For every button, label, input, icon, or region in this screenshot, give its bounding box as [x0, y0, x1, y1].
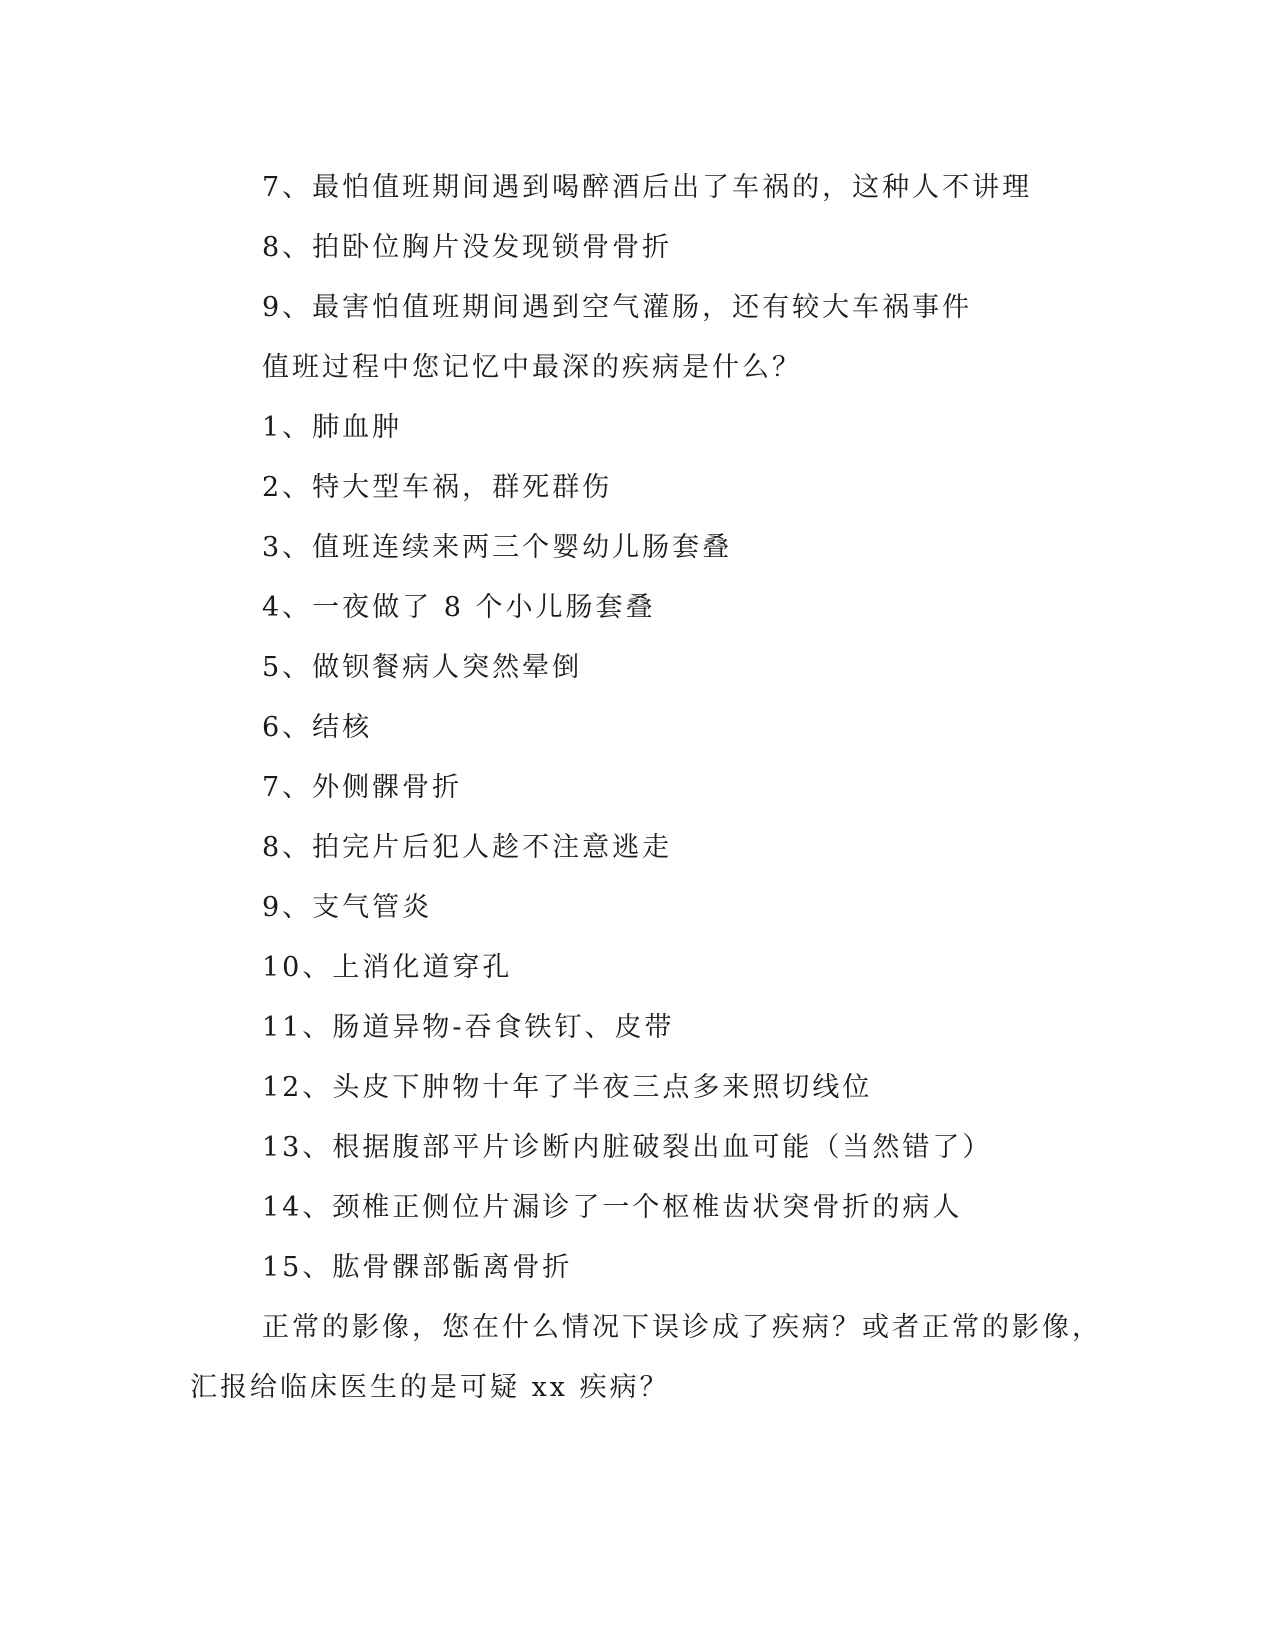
list-item: 13、根据腹部平片诊断内脏破裂出血可能（当然错了）	[262, 1132, 993, 1163]
list-item: 3、值班连续来两三个婴幼儿肠套叠	[262, 532, 733, 563]
list-item: 9、最害怕值班期间遇到空气灌肠，还有较大车祸事件	[262, 292, 973, 323]
list-item: 11、肠道异物-吞食铁钉、皮带	[262, 1012, 675, 1043]
paragraph-line: 汇报给临床医生的是可疑 xx 疾病？	[190, 1372, 670, 1403]
list-item: 8、拍卧位胸片没发现锁骨骨折	[262, 232, 673, 263]
list-item: 12、头皮下肿物十年了半夜三点多来照切线位	[262, 1072, 873, 1103]
paragraph-line: 正常的影像，您在什么情况下误诊成了疾病？或者正常的影像，	[262, 1312, 1102, 1343]
list-item: 15、肱骨髁部骺离骨折	[262, 1252, 573, 1283]
list-item: 7、外侧髁骨折	[262, 772, 463, 803]
list-item: 10、上消化道穿孔	[262, 952, 513, 983]
list-item: 1、肺血肿	[262, 412, 403, 443]
list-item: 9、支气管炎	[262, 892, 433, 923]
list-item: 8、拍完片后犯人趁不注意逃走	[262, 832, 673, 863]
list-item: 2、特大型车祸，群死群伤	[262, 472, 613, 503]
question-heading: 值班过程中您记忆中最深的疾病是什么？	[262, 352, 802, 383]
list-item: 7、最怕值班期间遇到喝醉酒后出了车祸的，这种人不讲理	[262, 172, 1033, 203]
list-item: 14、颈椎正侧位片漏诊了一个枢椎齿状突骨折的病人	[262, 1192, 963, 1223]
list-item: 4、一夜做了 8 个小儿肠套叠	[262, 592, 656, 623]
list-item: 6、结核	[262, 712, 373, 743]
list-item: 5、做钡餐病人突然晕倒	[262, 652, 583, 683]
